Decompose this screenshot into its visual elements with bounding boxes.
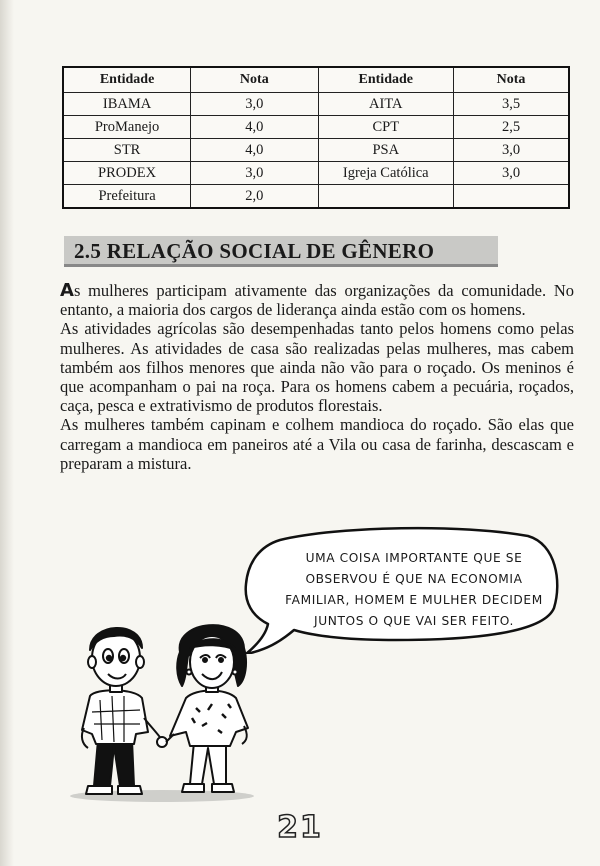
table-cell: 4,0 [191,116,318,139]
table-cell: Prefeitura [63,185,191,209]
speech-bubble-text [268,548,560,632]
table-cell: STR [63,139,191,162]
section-heading: 2.5 RELAÇÃO SOCIAL DE GÊNERO [64,236,498,267]
header-nota-2: Nota [454,67,570,93]
page-number: 21 [277,810,323,845]
header-entidade-1: Entidade [63,67,191,93]
table-cell: PRODEX [63,162,191,185]
table-cell: 3,0 [191,162,318,185]
page-spine-shadow [0,0,14,866]
table-cell [318,185,454,209]
bubble-line: OBSERVOU É QUE NA ECONOMIA [305,572,523,586]
header-entidade-2: Entidade [318,67,454,93]
paragraph-1-text: s mulheres participam ativamente das organizações da comunidade. No entanto, a maioria dos cargos de liderança ainda estão com os homens. [60,281,574,320]
table-cell: 3,0 [191,93,318,116]
table-cell: 3,0 [454,139,570,162]
paragraph-1 [60,281,574,319]
table-cell: Igreja Católica [318,162,454,185]
table-cell: 2,5 [454,116,570,139]
header-nota-1: Nota [191,67,318,93]
table-cell: AITA [318,93,454,116]
table-cell [454,185,570,209]
table-row [63,185,569,209]
table-header-row [63,67,569,93]
table-cell: IBAMA [63,93,191,116]
woman-figure [166,625,248,792]
table-row [63,139,569,162]
entity-grades-table [62,66,570,209]
drop-cap-letter: A [60,280,74,301]
bubble-line: FAMILIAR, HOMEM E MULHER DECIDEM [285,593,543,607]
table-cell: 3,5 [454,93,570,116]
table-cell: CPT [318,116,454,139]
man-figure [82,628,167,794]
table-cell: ProManejo [63,116,191,139]
table-row [63,116,569,139]
bubble-line: UMA COISA IMPORTANTE QUE SE [305,551,523,565]
paragraph-2: As atividades agrícolas são desempenhadas tanto pelos homens como pelas mulheres. As atividades de casa são realizadas pelas mulheres, mas cabem também aos filhos menores que ainda não vão para o roçado. Os meninos é que acompanham o pai na roça. Para os homens cabem a pecuária, roçados, caça, pesca e extrativismo de produtos florestais. [60,319,574,416]
table-cell: 2,0 [191,185,318,209]
body-text [60,281,574,473]
table-row [63,162,569,185]
table-cell: 4,0 [191,139,318,162]
table-cell: 3,0 [454,162,570,185]
bubble-line: JUNTOS O QUE VAI SER FEITO. [314,614,514,628]
paragraph-3: As mulheres também capinam e colhem mandioca do roçado. São elas que carregam a mandioca em paneiros até a Vila ou casa de farinha, descascam e preparam a mistura. [60,415,574,473]
cartoon-couple-illustration [62,600,272,810]
table-cell: PSA [318,139,454,162]
table-row [63,93,569,116]
